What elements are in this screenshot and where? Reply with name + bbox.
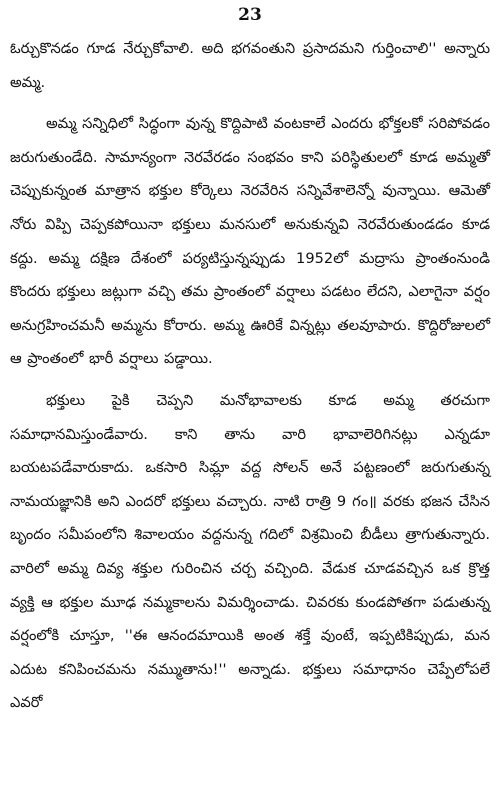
paragraph-1: ఓర్చుకొనడం గూడ నేర్చుకోవాలి. అది భగవంతుని ప్రసాదమని గుర్తించాలి'' అన్నారు అమ్మ. — [10, 40, 490, 91]
page-number: 23 — [238, 5, 262, 25]
paragraph-3: భక్తులు పైకి చెప్పని మనోభావాలకు కూడ అమ్మ తరచుగా సమాధానమిస్తుండేవారు. కాని తాను వారి భావాలెరిగినట్లు ఎన్నడూ బయటపడేవారుకాదు. ఒకసారి సిమ్లా వద్ద సోలన్ అనే పట్టణంలో జరుగుతున్న నామయజ్ఞానికి అని ఎందరో భక్తులు వచ్చారు. నాటి రాత్రి 9 గం॥ వరకు భజన చేసిన బృందం సమీపంలోని శివాలయం వద్దనున్న గదిలో విశ్రమించి బీడీలు త్రాగుతున్నారు. వారిలో అమ్మ దివ్య శక్తుల గురించిన చర్చ వచ్చింది. వేడుక చూడవచ్చిన ఒక క్రొత్త వ్యక్తి ఆ భక్తుల మూఢ నమ్మకాలను విమర్శించాడు. చివరకు కుండపోతగా పడుతున్న వర్షంలోకి చూస్తూ, ''ఈ ఆనందమాయికి అంత శక్తే వుంటే, ఇప్పటికిప్పుడు, మన ఎదుట కనిపించమను నమ్ముతాను!'' అన్నాడు. భక్తులు సమాధానం చెప్పేలోపలే ఎవరో — [10, 391, 490, 712]
paragraph-2: అమ్మ సన్నిధిలో సిద్ధంగా వున్న కొద్దిపాటి వంటకాలే ఎందరు భోక్తలకో సరిపోవడం జరుగుతుండేది. సామాన్యంగా నెరవేరడం సంభవం కాని పరిస్థితులలో కూడ అమ్మతో చెప్పుకున్నంత మాత్రాన భక్తుల కోర్కెలు నెరవేరిన సన్నివేశాలెన్నో వున్నాయి. ఆమెతో నోరు విప్పి చెప్పకపోయినా భక్తులు మనసులో అనుకున్నవి నెరవేరుతుండడం కూడ కద్దు. అమ్మ దక్షిణ దేశంలో పర్యటిస్తున్నప్పుడు 1952లో మద్రాసు ప్రాంతంనుండి కొందరు భక్తులు జట్లుగా వచ్చి తమ ప్రాంతంలో వర్షాలు పడటం లేదని, ఎలాగైనా వర్షం అనుగ్రహించమనీ అమ్మను కోరారు. అమ్మ ఊరికే విన్నట్లు తలవూపారు. కొద్దిరోజులలో ఆ ప్రాంతంలో భారీ వర్షాలు పడ్డాయి. — [10, 115, 490, 368]
